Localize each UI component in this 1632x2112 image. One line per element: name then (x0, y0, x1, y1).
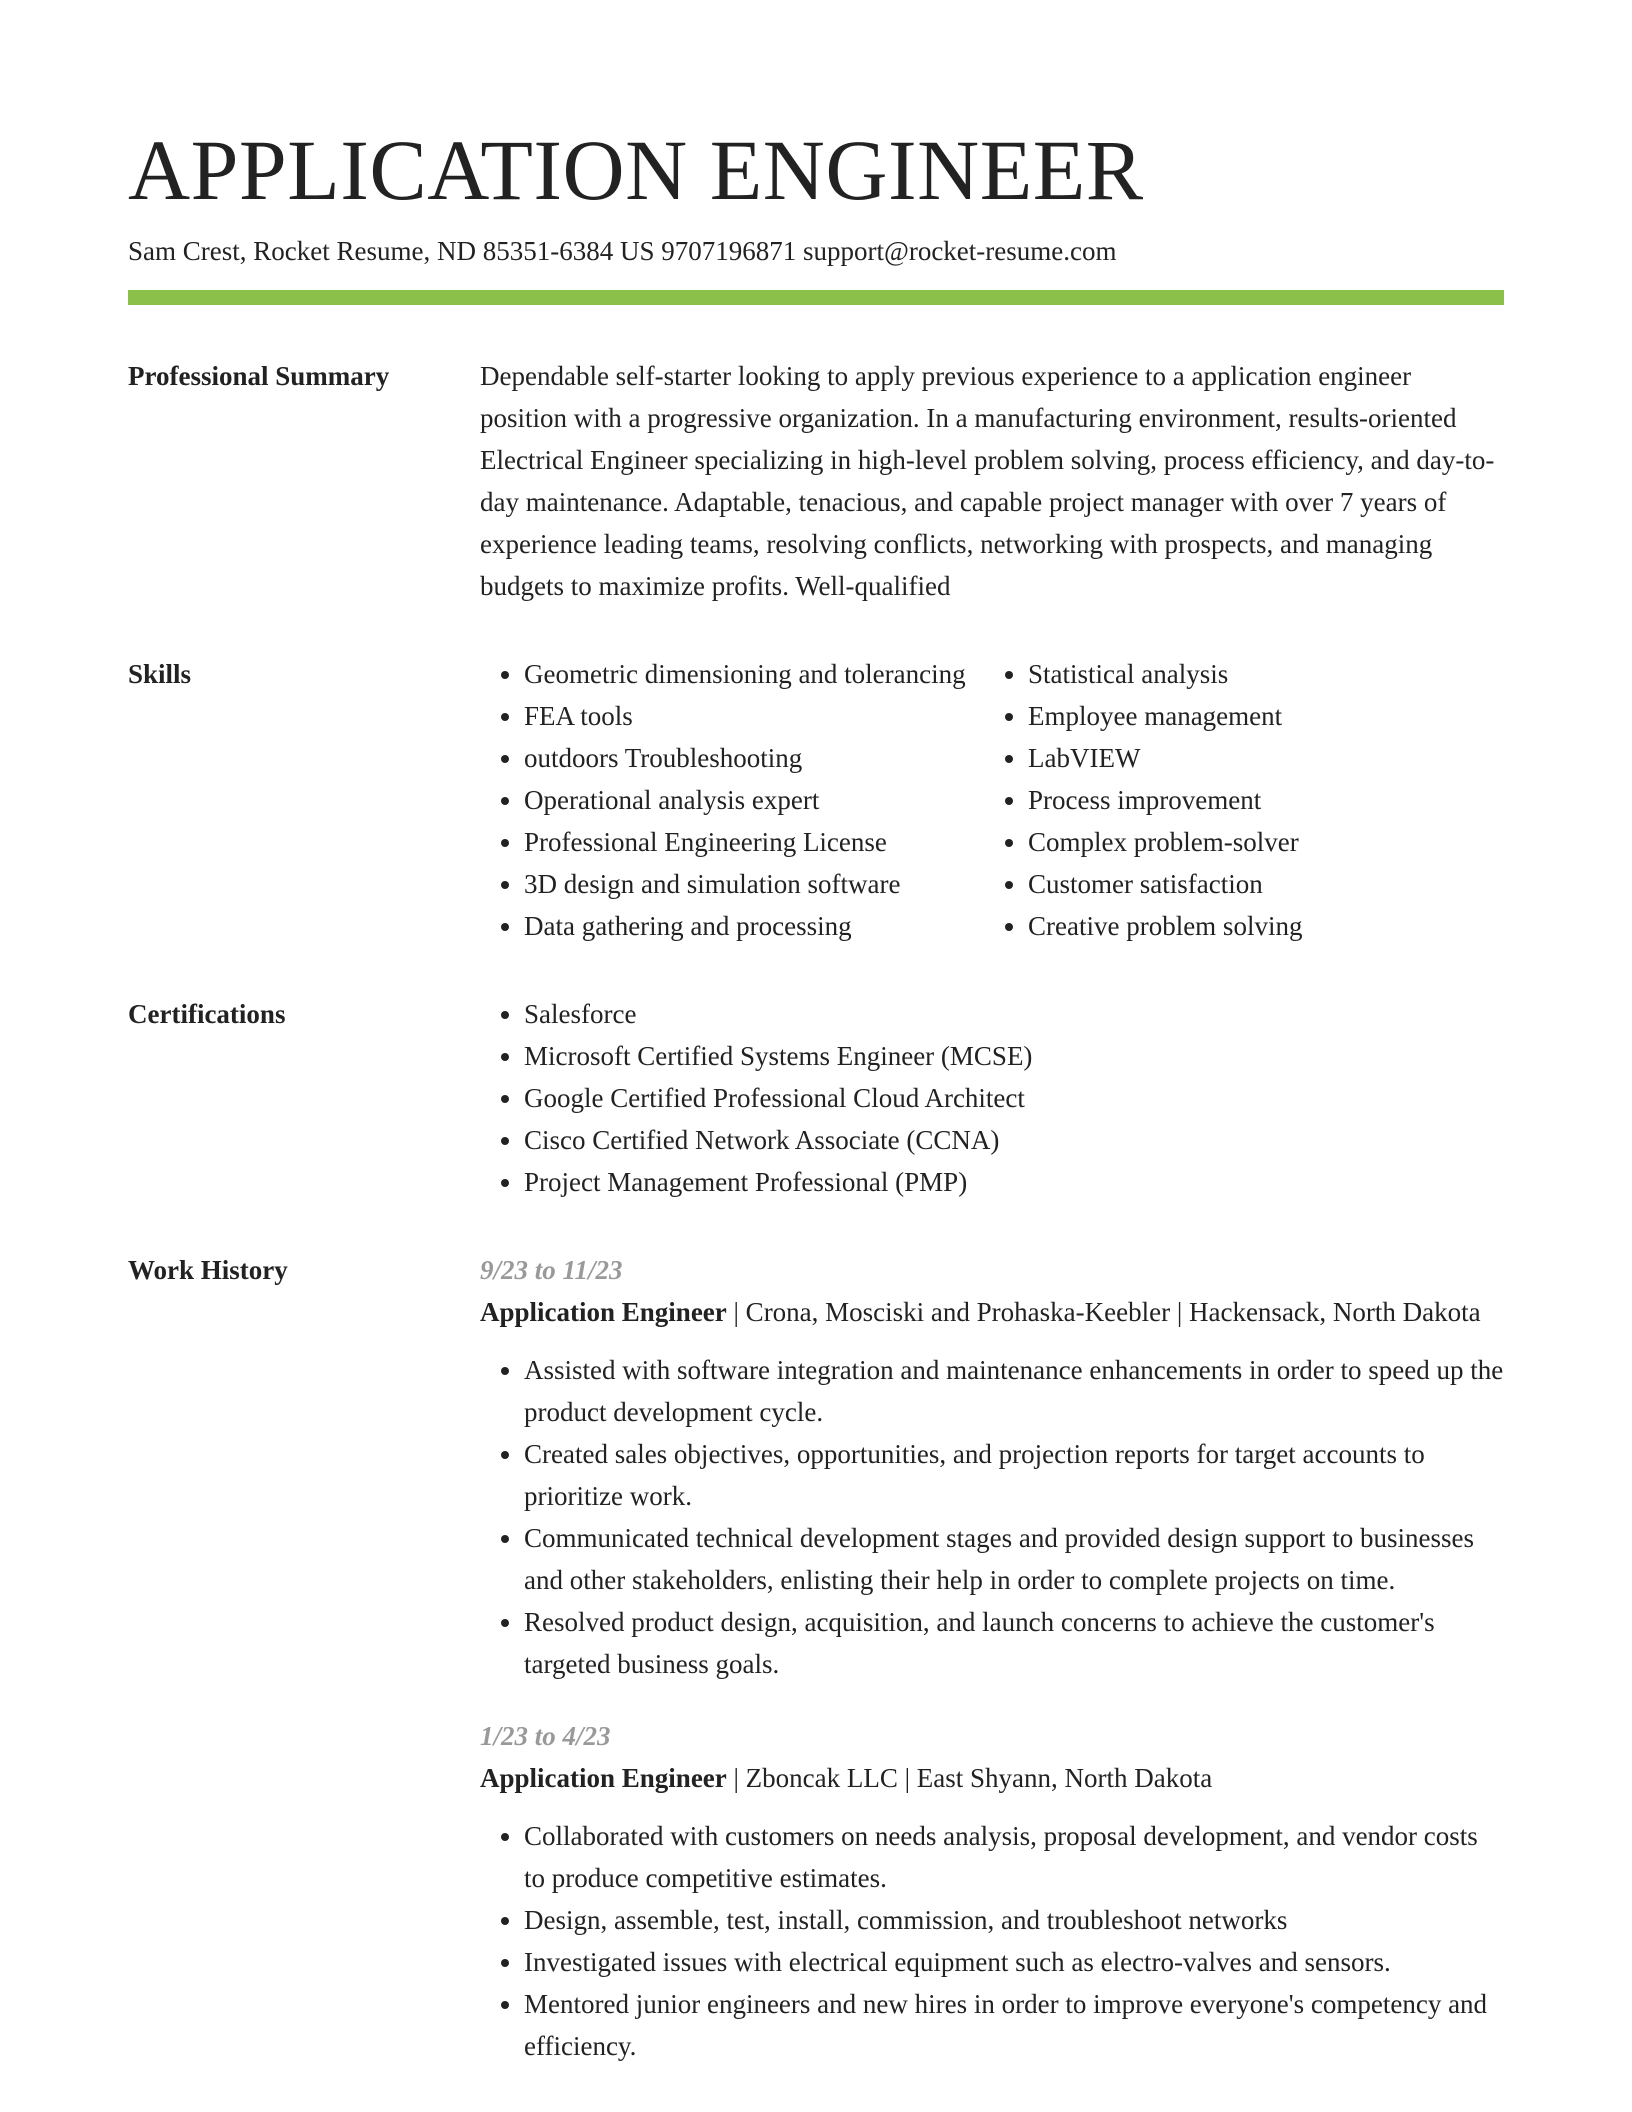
contact-line: Sam Crest, Rocket Resume, ND 85351-6384 US 9707196871 support@rocket-resume.com (128, 236, 1117, 266)
job-bullet: • Resolved product design, acquisition, and launch concerns to achieve the customer's targeted business goals. (524, 1601, 1504, 1685)
skill-item: • Creative problem solving (1028, 905, 1504, 947)
job-details: | Crona, Mosciski and Prohaska-Keebler | Hackensack, North Dakota (726, 1297, 1481, 1327)
certification-item: • Google Certified Professional Cloud Architect (524, 1077, 1504, 1119)
skill-item: • Professional Engineering License (524, 821, 984, 863)
skill-item: • Process improvement (1028, 779, 1504, 821)
certifications-section (128, 993, 1504, 1203)
work-history-label: Work History (128, 1255, 288, 1285)
job-bullet: • Investigated issues with electrical equipment such as electro-valves and sensors. (524, 1941, 1504, 1983)
skill-item: • outdoors Troubleshooting (524, 737, 984, 779)
certification-item: • Project Management Professional (PMP) (524, 1161, 1504, 1203)
skills-list-left (480, 653, 984, 947)
job-bullet: • Created sales objectives, opportunities, and projection reports for target accounts to prioritize work. (524, 1433, 1504, 1517)
job-entry (480, 1249, 1504, 1685)
summary-text: Dependable self-starter looking to apply previous experience to a application engineer position with a progressive organization. In a manufacturing environment, results-oriented Electrical Engineer specializing in high-level problem solving, process efficiency, and day-to-day maintenance. Adaptable, tenacious, and capable project manager with over 7 years of experience leading teams, resolving conflicts, networking with prospects, and managing budgets to maximize profits. Well-qualified (480, 361, 1495, 601)
skill-item: • Complex problem-solver (1028, 821, 1504, 863)
page-title: APPLICATION ENGINEER (128, 122, 1144, 218)
skill-item: • LabVIEW (1028, 737, 1504, 779)
certification-item: • Salesforce (524, 993, 1504, 1035)
job-bullet: • Collaborated with customers on needs analysis, proposal development, and vendor costs to produce competitive estimates. (524, 1815, 1504, 1899)
certification-item: • Microsoft Certified Systems Engineer (MCSE) (524, 1035, 1504, 1077)
skills-list-right (984, 653, 1504, 947)
skill-item: • 3D design and simulation software (524, 863, 984, 905)
certifications-list (480, 993, 1504, 1203)
work-history-section (128, 1249, 1504, 2067)
summary-section (128, 355, 1504, 607)
skills-section (128, 653, 1504, 947)
job-bullet: • Communicated technical development stages and provided design support to businesses and other stakeholders, enlisting their help in order to complete projects on time. (524, 1517, 1504, 1601)
skill-item: • Operational analysis expert (524, 779, 984, 821)
job-heading (480, 1291, 1504, 1333)
skills-label: Skills (128, 659, 192, 689)
skill-item: • Geometric dimensioning and tolerancing (524, 653, 984, 695)
skill-item: • Employee management (1028, 695, 1504, 737)
header-divider (128, 290, 1504, 305)
job-entry (480, 1715, 1504, 2067)
job-role: Application Engineer (480, 1763, 727, 1793)
job-bullets (480, 1815, 1504, 2067)
job-role: Application Engineer (480, 1297, 727, 1327)
job-bullet: • Mentored junior engineers and new hires in order to improve everyone's competency and efficiency. (524, 1983, 1504, 2067)
summary-label: Professional Summary (128, 361, 390, 391)
job-heading (480, 1757, 1504, 1799)
skill-item: • Statistical analysis (1028, 653, 1504, 695)
certifications-label: Certifications (128, 999, 286, 1029)
skill-item: • Data gathering and processing (524, 905, 984, 947)
job-bullets (480, 1349, 1504, 1685)
certification-item: • Cisco Certified Network Associate (CCNA) (524, 1119, 1504, 1161)
job-bullet: • Design, assemble, test, install, commission, and troubleshoot networks (524, 1899, 1504, 1941)
job-dates: 1/23 to 4/23 (480, 1721, 611, 1751)
skill-item: • FEA tools (524, 695, 984, 737)
job-bullet: • Assisted with software integration and maintenance enhancements in order to speed up the product development cycle. (524, 1349, 1504, 1433)
resume-page (128, 118, 1504, 2067)
job-details: | Zboncak LLC | East Shyann, North Dakota (726, 1763, 1213, 1793)
job-dates: 9/23 to 11/23 (480, 1255, 623, 1285)
skill-item: • Customer satisfaction (1028, 863, 1504, 905)
